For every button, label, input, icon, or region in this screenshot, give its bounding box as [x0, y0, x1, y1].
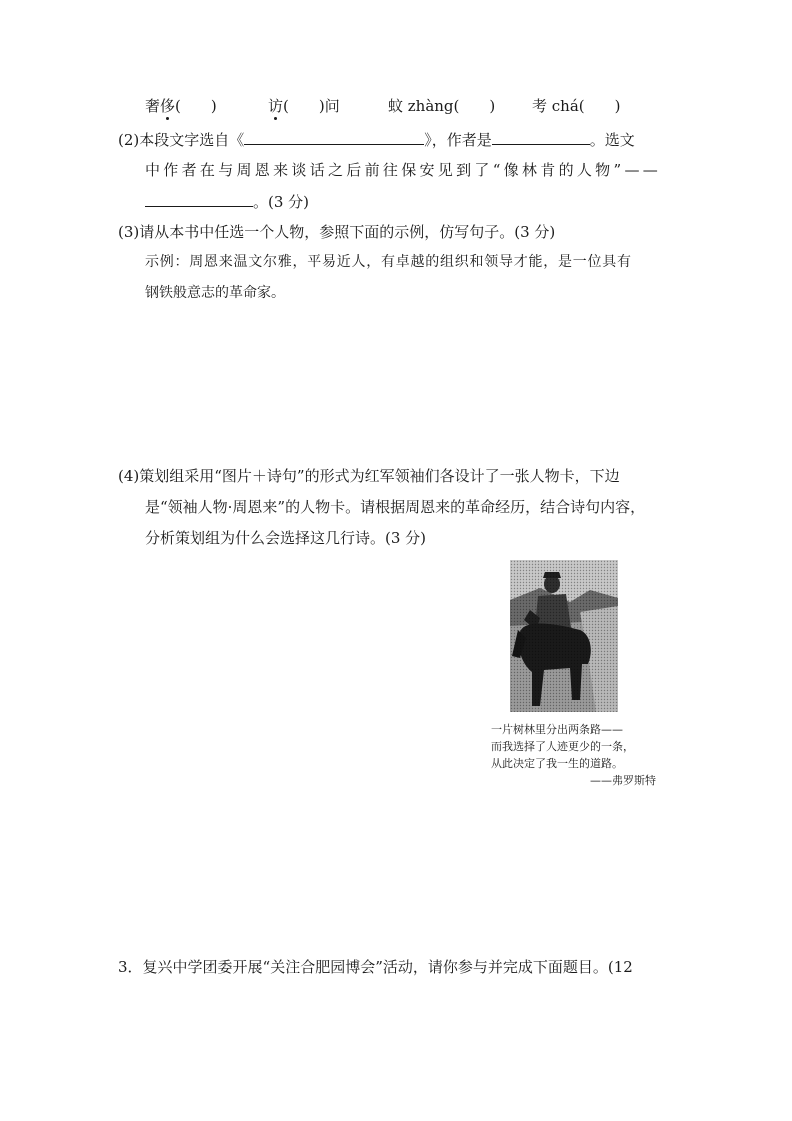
question-2-line-3	[145, 191, 309, 212]
question-text: 。(3 分)	[253, 193, 310, 211]
question-4-line-2: 是“领袖人物·周恩来”的人物卡。请根据周恩来的革命经历，结合诗句内容，	[145, 498, 646, 516]
pinyin-item-4	[532, 96, 621, 116]
question-number: (2)	[118, 131, 140, 149]
answer-area-4[interactable]	[145, 560, 475, 890]
dotted-char: 侈	[160, 97, 176, 115]
character-card-photo	[510, 560, 618, 712]
question-3-main: 3．复兴中学团委开展“关注合肥园博会”活动，请你参与并完成下面题目。(12	[118, 958, 633, 976]
pinyin-item-2	[268, 96, 340, 116]
author-blank[interactable]	[492, 129, 590, 145]
dotted-char: 访	[268, 97, 284, 115]
question-text: 。选文	[589, 131, 635, 149]
answer-blank[interactable]: ( )	[578, 97, 621, 115]
poem-author: ——弗罗斯特	[590, 774, 656, 787]
question-4-line-1: (4)策划组采用“图片＋诗句”的形式为红军领袖们各设计了一张人物卡，下边	[118, 467, 620, 485]
book-title-blank[interactable]	[244, 129, 424, 145]
item-text: 考 chá	[532, 97, 579, 115]
answer-blank[interactable]: ( )	[175, 97, 217, 115]
answer-blank[interactable]: ( )问	[283, 97, 340, 115]
answer-blank[interactable]: ( )	[453, 97, 496, 115]
rider-on-horse-photo	[510, 560, 618, 712]
question-3-text: (3)请从本书中任选一个人物，参照下面的示例，仿写句子。(3 分)	[118, 223, 556, 241]
poem-line-2: 而我选择了人迹更少的一条，	[491, 740, 634, 753]
answer-area-3[interactable]	[145, 312, 665, 432]
poem-line-1: 一片树林里分出两条路——	[491, 723, 623, 736]
pinyin-item-3	[388, 96, 495, 116]
question-2-line-1	[118, 129, 635, 150]
pinyin-item-1	[145, 96, 217, 116]
question-text: 》，作者是	[424, 131, 492, 149]
poem-line-3: 从此决定了我一生的道路。	[491, 757, 623, 770]
question-2-line-2: 中作者在与周恩来谈话之后前往保安见到了“像林肯的人物”——	[145, 161, 662, 179]
person-blank[interactable]	[145, 191, 253, 207]
question-text: 本段文字选自《	[139, 131, 245, 149]
item-text: 蚊 zhàng	[388, 97, 454, 115]
question-4-line-3: 分析策划组为什么会选择这几行诗。(3 分)	[145, 529, 427, 547]
item-text: 奢	[145, 97, 161, 115]
example-line-1: 示例：周恩来温文尔雅，平易近人，有卓越的组织和领导才能，是一位具有	[145, 254, 632, 270]
example-line-2: 钢铁般意志的革命家。	[145, 285, 285, 301]
